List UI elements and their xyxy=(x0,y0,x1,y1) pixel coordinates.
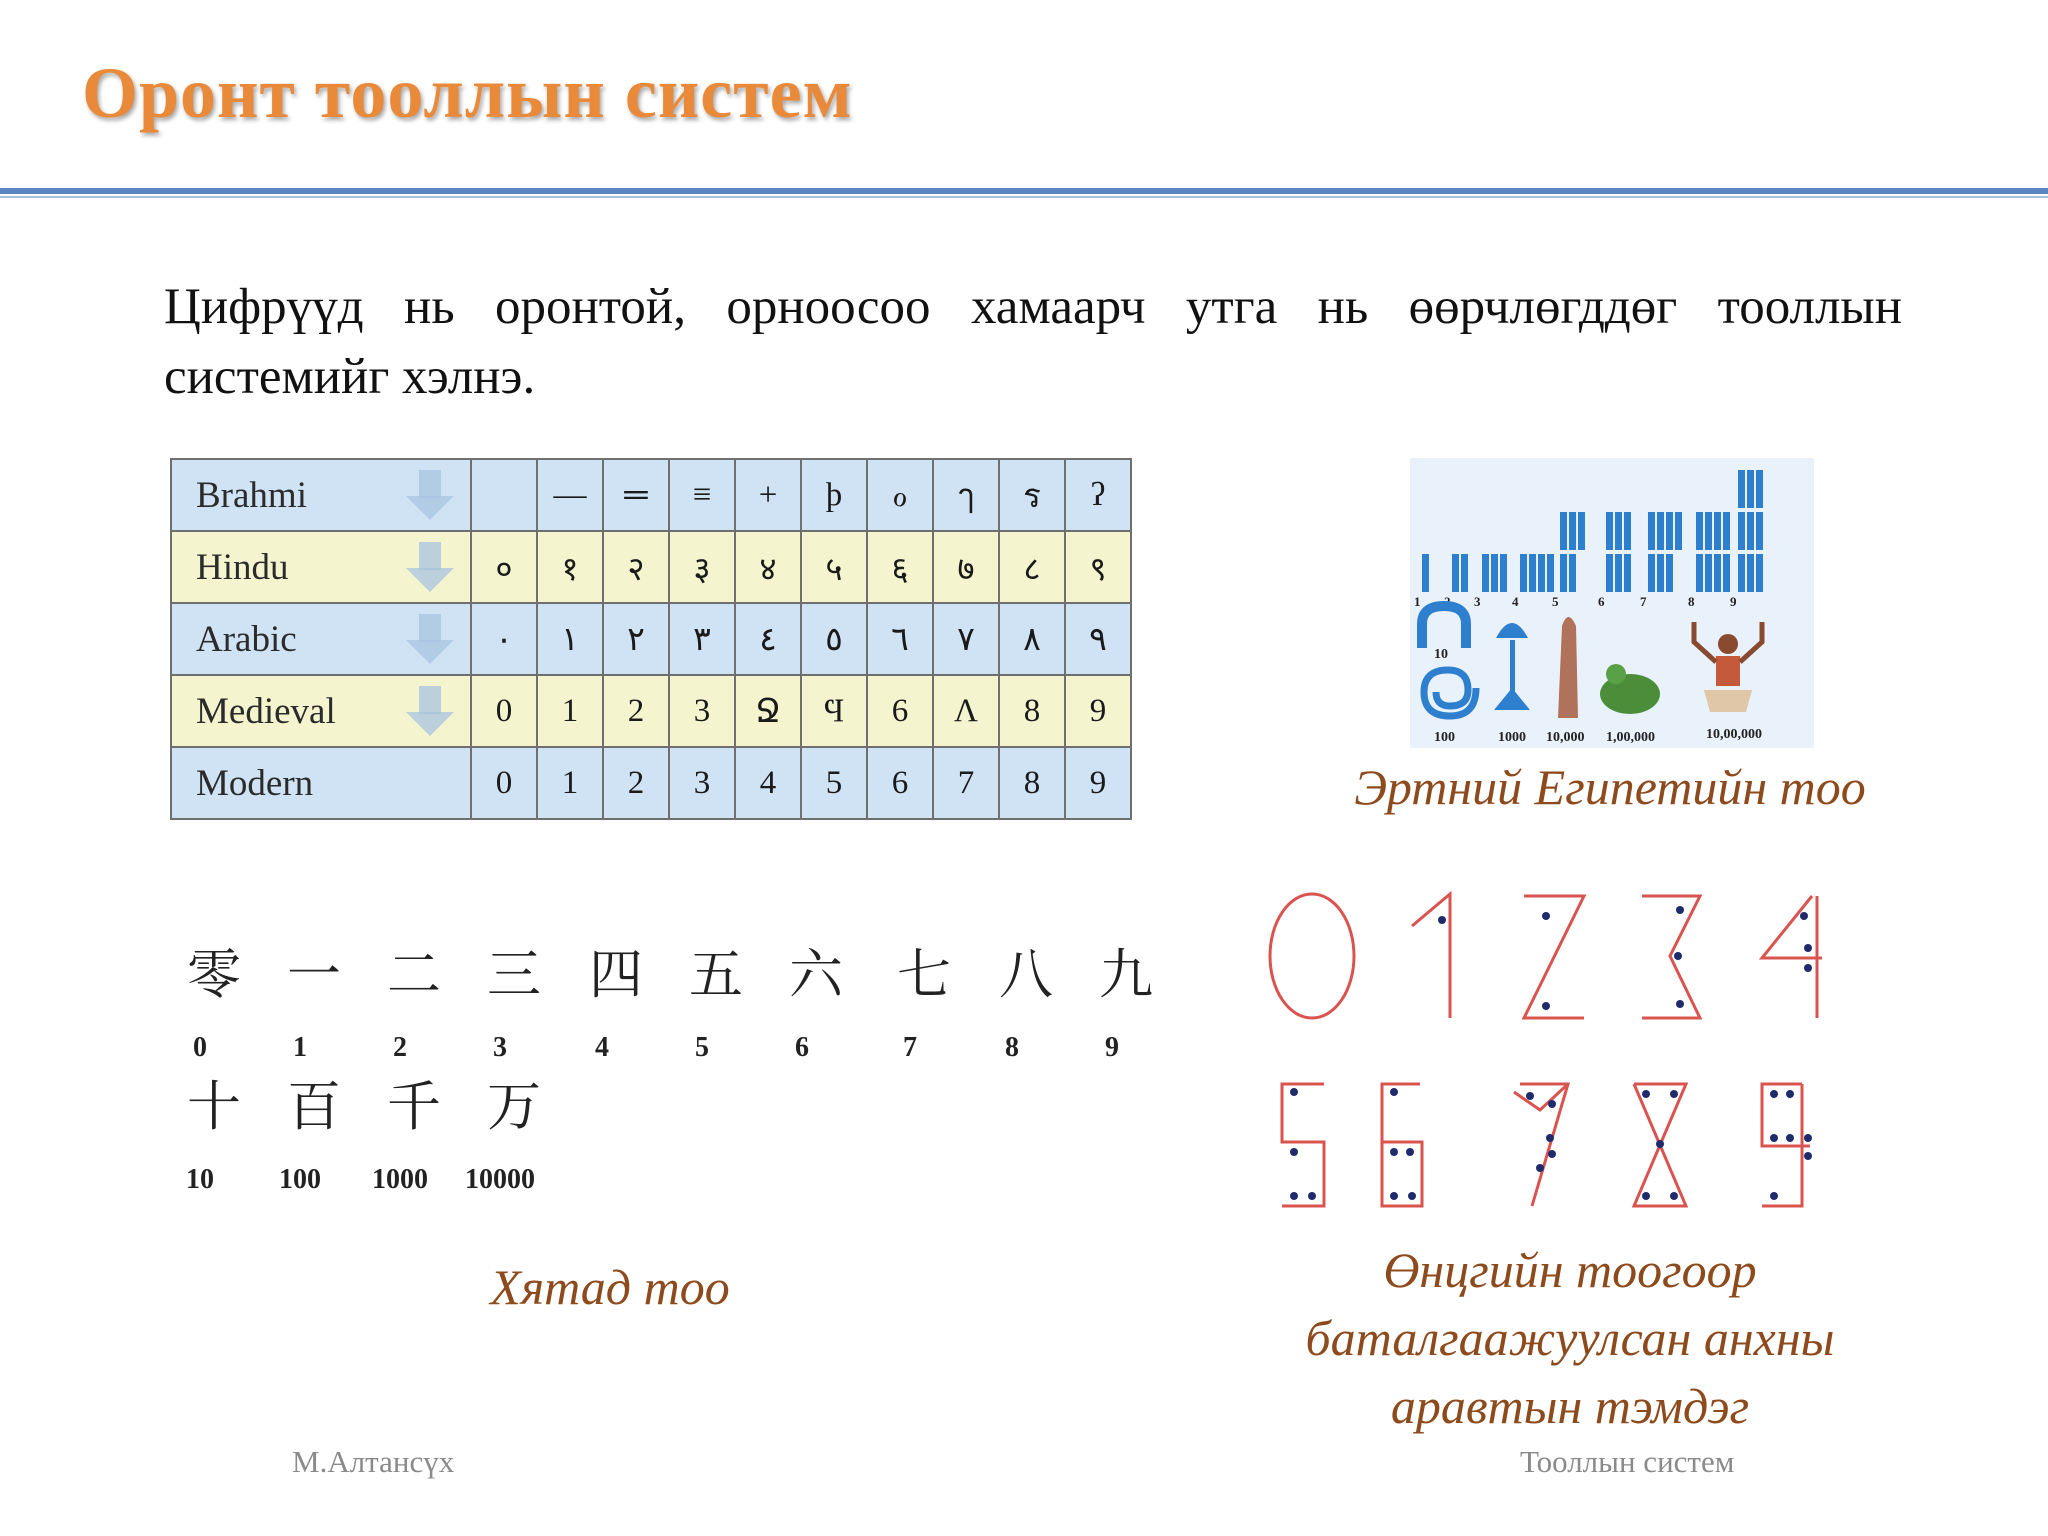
numeral-cell: 6 xyxy=(867,747,933,819)
frog-head xyxy=(1606,664,1626,684)
chinese-character: 百 xyxy=(287,1075,341,1138)
chinese-character: 二 xyxy=(387,943,441,1006)
egyptian-stroke xyxy=(1723,554,1730,592)
angle-dot xyxy=(1656,1140,1664,1148)
chinese-character: 千 xyxy=(387,1075,441,1138)
egyptian-stroke xyxy=(1696,512,1703,550)
angle-dot xyxy=(1804,944,1812,952)
egyptian-power-label: 10,000 xyxy=(1546,730,1585,745)
angle-digit-7-arm xyxy=(1514,1084,1568,1110)
angle-dot xyxy=(1804,1152,1812,1160)
angle-dot xyxy=(1290,1088,1298,1096)
egyptian-stroke xyxy=(1648,512,1655,550)
egyptian-stroke xyxy=(1657,512,1664,550)
numeral-cell: ९ xyxy=(1065,531,1131,603)
egyptian-stroke xyxy=(1714,512,1721,550)
numeral-cell: ٩ xyxy=(1065,603,1131,675)
heel-bone-icon xyxy=(1422,606,1466,648)
arrow-down-icon xyxy=(406,614,454,666)
numeral-cell: ١ xyxy=(537,603,603,675)
numeral-cell: ═ xyxy=(603,459,669,531)
title-divider xyxy=(0,188,2048,194)
egyptian-stroke xyxy=(1675,512,1682,550)
angle-dot xyxy=(1542,1002,1550,1010)
numeral-cell: ٨ xyxy=(999,603,1065,675)
chinese-character: 九 xyxy=(1099,943,1153,1006)
angle-dot xyxy=(1548,1150,1556,1158)
finger-icon xyxy=(1558,617,1578,718)
egyptian-stroke xyxy=(1422,554,1429,592)
row-label xyxy=(171,459,471,531)
egyptian-stroke xyxy=(1738,512,1745,550)
numeral-row-medieval xyxy=(171,675,1131,747)
angle-digit-2 xyxy=(1524,896,1584,1018)
egyptian-stroke xyxy=(1738,470,1745,508)
egyptian-stroke xyxy=(1529,554,1536,592)
egyptian-numerals-figure xyxy=(1410,458,1814,748)
egyptian-digit-label: 7 xyxy=(1640,594,1647,609)
angle-dot xyxy=(1770,1090,1778,1098)
egyptian-stroke xyxy=(1747,470,1754,508)
egyptian-stroke xyxy=(1482,554,1489,592)
chinese-character: 四 xyxy=(589,943,643,1006)
chinese-value: 100 xyxy=(279,1164,321,1195)
egyptian-digit-label: 4 xyxy=(1512,594,1519,609)
egyptian-numerals-drawing xyxy=(1410,458,1814,748)
chinese-character: 十 xyxy=(187,1075,241,1138)
angle-digits-caption xyxy=(1190,1236,1950,1440)
egyptian-digit-label: 3 xyxy=(1474,594,1481,609)
numeral-cell: Λ xyxy=(933,675,999,747)
egyptian-digit-label: 8 xyxy=(1688,594,1695,609)
egyptian-stroke xyxy=(1705,554,1712,592)
angle-dot xyxy=(1786,1090,1794,1098)
numeral-cell: ʔ xyxy=(1065,459,1131,531)
egyptian-stroke xyxy=(1624,554,1631,592)
chinese-character: 零 xyxy=(187,943,241,1006)
numeral-cell: ๅ xyxy=(933,459,999,531)
numeral-cell: Ϥ xyxy=(801,675,867,747)
chinese-character: 万 xyxy=(487,1075,541,1138)
numeral-cell: 9 xyxy=(1065,675,1131,747)
angle-dot xyxy=(1390,1088,1398,1096)
chinese-character: 八 xyxy=(999,943,1053,1006)
numeral-cell: ٧ xyxy=(933,603,999,675)
lotus-flower-icon xyxy=(1496,623,1528,638)
numeral-cell: 8 xyxy=(999,747,1065,819)
numeral-cell: ३ xyxy=(669,531,735,603)
egyptian-stroke xyxy=(1452,554,1459,592)
angle-dot xyxy=(1642,1192,1650,1200)
angle-dot xyxy=(1290,1192,1298,1200)
egyptian-stroke xyxy=(1520,554,1527,592)
numeral-cell: 3 xyxy=(669,675,735,747)
numeral-evolution-table xyxy=(170,458,1132,820)
egyptian-power-label: 1,00,000 xyxy=(1606,730,1655,745)
chinese-value: 2 xyxy=(393,1032,407,1063)
chinese-value: 6 xyxy=(795,1032,809,1063)
egyptian-stroke xyxy=(1491,554,1498,592)
lotus-base xyxy=(1494,688,1530,710)
angle-dot xyxy=(1670,1192,1678,1200)
angle-dot xyxy=(1308,1192,1316,1200)
egyptian-power-label: 10 xyxy=(1434,647,1448,662)
egyptian-stroke xyxy=(1500,554,1507,592)
numeral-cell: ٤ xyxy=(735,603,801,675)
angle-dot xyxy=(1786,1134,1794,1142)
heh-god-arm-left xyxy=(1694,622,1716,662)
angle-caption-line-3: аравтын тэмдэг xyxy=(1390,1378,1750,1434)
numeral-cell: ϸ xyxy=(801,459,867,531)
angle-dot xyxy=(1406,1148,1414,1156)
row-label-text: Hindu xyxy=(196,546,289,588)
row-label-text: Modern xyxy=(196,762,314,804)
chinese-value: 7 xyxy=(903,1032,917,1063)
egyptian-digit-label: 6 xyxy=(1598,594,1605,609)
arrow-down-icon xyxy=(406,686,454,738)
row-label-text: Medieval xyxy=(196,690,336,732)
egyptian-stroke xyxy=(1606,554,1613,592)
numeral-cell: ≡ xyxy=(669,459,735,531)
numeral-cell: ٢ xyxy=(603,603,669,675)
arrow-down-icon xyxy=(406,470,454,522)
chinese-value: 1000 xyxy=(372,1164,428,1195)
egyptian-stroke xyxy=(1624,512,1631,550)
row-label xyxy=(171,675,471,747)
numeral-cell: 1 xyxy=(537,675,603,747)
angle-dot xyxy=(1548,1100,1556,1108)
numeral-cell: ٦ xyxy=(867,603,933,675)
numeral-cell: 8 xyxy=(999,675,1065,747)
egyptian-caption: Эртний Египетийн тоо xyxy=(1354,759,1866,815)
numeral-row-brahmi xyxy=(171,459,1131,531)
numeral-cell: + xyxy=(735,459,801,531)
angle-digit-0 xyxy=(1270,894,1354,1018)
chinese-value: 10 xyxy=(186,1164,214,1195)
heh-god-body xyxy=(1716,656,1740,686)
numeral-cell: १ xyxy=(537,531,603,603)
arrow-down-icon xyxy=(406,542,454,594)
numeral-cell: ६ xyxy=(867,531,933,603)
egyptian-stroke xyxy=(1705,512,1712,550)
angle-dot xyxy=(1770,1192,1778,1200)
angle-dot xyxy=(1676,1000,1684,1008)
numeral-cell: 6 xyxy=(867,675,933,747)
angle-dot xyxy=(1542,912,1550,920)
angle-dot xyxy=(1670,1090,1678,1098)
numeral-cell: 5 xyxy=(801,747,867,819)
chinese-caption: Хятад тоо xyxy=(490,1259,730,1315)
egyptian-stroke xyxy=(1657,554,1664,592)
egyptian-stroke xyxy=(1756,554,1763,592)
numeral-cell: ℴ xyxy=(867,459,933,531)
row-label xyxy=(171,531,471,603)
numeral-cell: 7 xyxy=(933,747,999,819)
coil-rope-icon xyxy=(1424,670,1476,716)
chinese-character: 一 xyxy=(287,943,341,1006)
egyptian-stroke xyxy=(1756,512,1763,550)
angle-digits-drawing xyxy=(1262,876,1872,1236)
angle-dot xyxy=(1536,1164,1544,1172)
egyptian-stroke xyxy=(1615,554,1622,592)
row-label-text: Arabic xyxy=(196,618,297,660)
egyptian-power-label: 1000 xyxy=(1498,730,1526,745)
egyptian-stroke xyxy=(1756,470,1763,508)
row-label-text: Brahmi xyxy=(196,474,307,516)
definition-text: Цифрүүд нь оронтой, орноосоо хамаарч утга нь өөрчлөгддөг тооллын системийг хэлнэ. xyxy=(164,279,1902,405)
angle-dot xyxy=(1408,1192,1416,1200)
egyptian-stroke xyxy=(1615,512,1622,550)
angle-dot xyxy=(1290,1148,1298,1156)
egyptian-stroke xyxy=(1747,554,1754,592)
angle-digit-3 xyxy=(1642,896,1700,1018)
angle-digits-figure xyxy=(1262,876,1872,1236)
angle-digit-1 xyxy=(1412,894,1450,1018)
numeral-cell: २ xyxy=(603,531,669,603)
page-title: Оронт тооллын систем xyxy=(82,53,853,133)
egyptian-stroke xyxy=(1738,554,1745,592)
egyptian-power-label: 10,00,000 xyxy=(1706,727,1762,742)
numeral-row-modern xyxy=(171,747,1131,819)
numeral-cell: 9 xyxy=(1065,747,1131,819)
angle-dot xyxy=(1804,964,1812,972)
numeral-row-arabic xyxy=(171,603,1131,675)
numeral-cell: ० xyxy=(471,531,537,603)
heh-god-head xyxy=(1718,634,1738,654)
numeral-cell: 2 xyxy=(603,675,669,747)
numeral-cell: ٣ xyxy=(669,603,735,675)
angle-caption-line-1: Өнцгийн тоогоор xyxy=(1383,1242,1757,1298)
numeral-cell: ร xyxy=(999,459,1065,531)
angle-dot xyxy=(1642,1090,1650,1098)
numeral-cell: — xyxy=(537,459,603,531)
chinese-character: 三 xyxy=(487,943,541,1006)
chinese-value: 8 xyxy=(1005,1032,1019,1063)
row-label xyxy=(171,603,471,675)
numeral-cell: ८ xyxy=(999,531,1065,603)
egyptian-stroke xyxy=(1747,512,1754,550)
angle-dot xyxy=(1676,906,1684,914)
chinese-value: 0 xyxy=(193,1032,207,1063)
egyptian-stroke xyxy=(1648,554,1655,592)
egyptian-stroke xyxy=(1606,512,1613,550)
numeral-cell: Ջ xyxy=(735,675,801,747)
heh-god-skirt xyxy=(1704,690,1752,712)
chinese-character: 五 xyxy=(689,943,743,1006)
numeral-cell: 0 xyxy=(471,675,537,747)
chinese-value: 1 xyxy=(293,1032,307,1063)
angle-dot xyxy=(1770,1134,1778,1142)
angle-dot xyxy=(1438,916,1446,924)
angle-dot xyxy=(1526,1092,1534,1100)
egyptian-stroke xyxy=(1696,554,1703,592)
angle-dot xyxy=(1546,1134,1554,1142)
angle-dot xyxy=(1804,1134,1812,1142)
numeral-cell: ४ xyxy=(735,531,801,603)
egyptian-stroke xyxy=(1723,512,1730,550)
angle-dot xyxy=(1674,952,1682,960)
egyptian-stroke xyxy=(1560,554,1567,592)
egyptian-stroke xyxy=(1569,512,1576,550)
numeral-cell: 1 xyxy=(537,747,603,819)
egyptian-digit-label: 9 xyxy=(1730,594,1737,609)
egyptian-digit-label: 5 xyxy=(1552,594,1559,609)
chinese-value: 10000 xyxy=(465,1164,535,1195)
numeral-cell: 0 xyxy=(471,747,537,819)
footer-topic: Тооллын систем xyxy=(1520,1444,1735,1479)
numeral-cell: 3 xyxy=(669,747,735,819)
egyptian-stroke xyxy=(1538,554,1545,592)
numeral-cell xyxy=(471,459,537,531)
row-label xyxy=(171,747,471,819)
egyptian-stroke xyxy=(1578,512,1585,550)
angle-caption-line-2: баталгаажуулсан анхны xyxy=(1305,1310,1835,1366)
chinese-value: 3 xyxy=(493,1032,507,1063)
angle-dot xyxy=(1390,1148,1398,1156)
title-divider-shadow xyxy=(0,196,2048,198)
numeral-cell: 2 xyxy=(603,747,669,819)
egyptian-stroke xyxy=(1461,554,1468,592)
egyptian-stroke xyxy=(1666,554,1673,592)
numeral-row-hindu xyxy=(171,531,1131,603)
egyptian-stroke xyxy=(1569,554,1576,592)
angle-digit-6 xyxy=(1382,1084,1422,1206)
egyptian-stroke xyxy=(1560,512,1567,550)
numeral-cell: ७ xyxy=(933,531,999,603)
heh-god-arm-right xyxy=(1740,622,1762,662)
numeral-cell: ५ xyxy=(801,531,867,603)
numeral-cell: 4 xyxy=(735,747,801,819)
angle-digit-4 xyxy=(1762,896,1822,958)
egyptian-digit-label: 2 xyxy=(1444,594,1451,609)
angle-dot xyxy=(1390,1192,1398,1200)
chinese-value: 9 xyxy=(1105,1032,1119,1063)
egyptian-stroke xyxy=(1547,554,1554,592)
angle-dot xyxy=(1800,912,1808,920)
numeral-cell: ٥ xyxy=(801,603,867,675)
egyptian-power-label: 100 xyxy=(1434,730,1455,745)
egyptian-stroke xyxy=(1666,512,1673,550)
numeral-cell: ٠ xyxy=(471,603,537,675)
egyptian-stroke xyxy=(1714,554,1721,592)
chinese-value: 5 xyxy=(695,1032,709,1063)
chinese-value: 4 xyxy=(595,1032,609,1063)
chinese-character: 六 xyxy=(789,943,843,1006)
chinese-character: 七 xyxy=(897,943,951,1006)
angle-digit-5 xyxy=(1282,1084,1324,1206)
footer-author: М.Алтансүх xyxy=(292,1444,455,1479)
egyptian-digit-label: 1 xyxy=(1414,594,1421,609)
